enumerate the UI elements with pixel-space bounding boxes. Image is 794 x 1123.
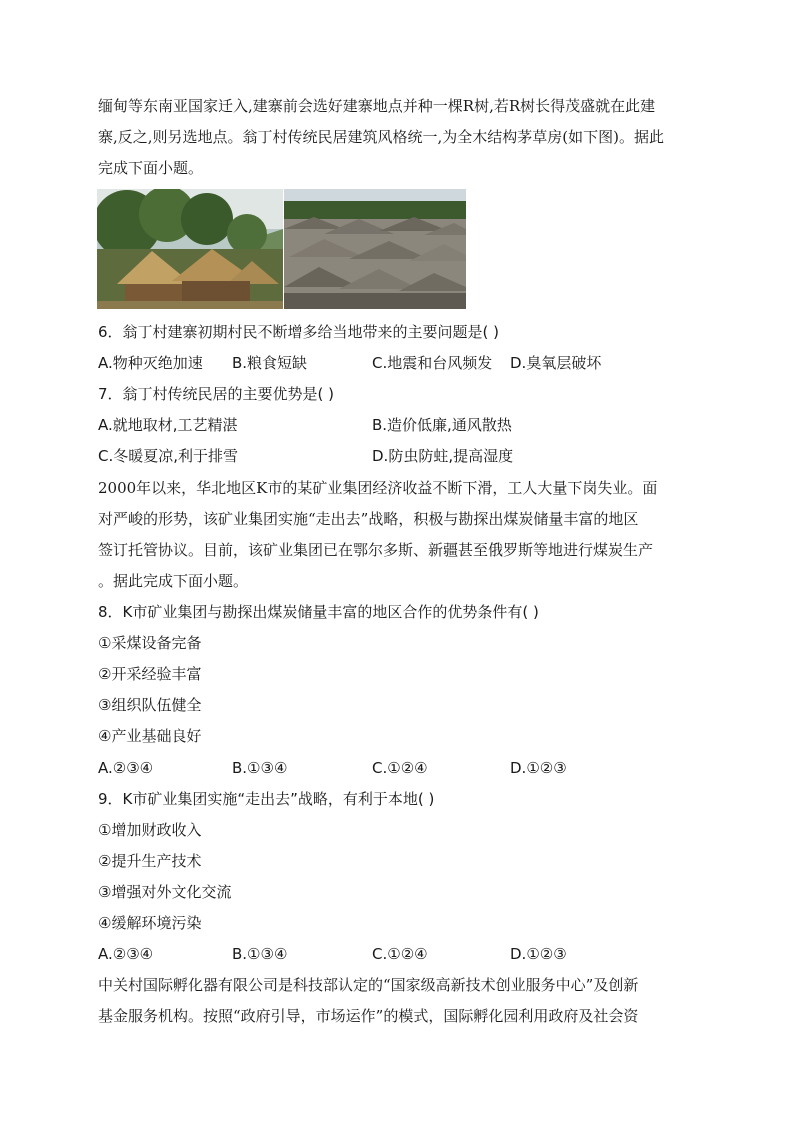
- question-6-stem: 6．翁丁村建寨初期村民不断增多给当地带来的主要问题是( ): [98, 323, 500, 341]
- q9-statement: ②提升生产技术: [98, 852, 202, 870]
- passage-line: 完成下面小题。: [98, 159, 204, 177]
- photo-village-roofs: [284, 189, 466, 309]
- question-9-stem: 9．K市矿业集团实施“走出去”战略，有利于本地( ): [98, 790, 435, 808]
- q8-statement: ④产业基础良好: [98, 727, 202, 745]
- q9-statement: ①增加财政收入: [98, 821, 202, 839]
- photo-thatched-houses: [97, 189, 283, 309]
- q9-statement: ③增强对外文化交流: [98, 883, 232, 901]
- question-8-stem: 8．K市矿业集团与勘探出煤炭储量丰富的地区合作的优势条件有( ): [98, 603, 539, 621]
- q8-option-b[interactable]: B.①③④: [232, 759, 288, 777]
- q6-option-a[interactable]: A.物种灭绝加速: [98, 354, 203, 372]
- q9-option-b[interactable]: B.①③④: [232, 945, 288, 963]
- q8-option-a[interactable]: A.②③④: [98, 759, 154, 777]
- passage-line: 2000年以来，华北地区K市的某矿业集团经济收益不断下滑，工人大量下岗失业。面: [98, 479, 658, 497]
- q8-statement: ③组织队伍健全: [98, 696, 202, 714]
- q9-option-c[interactable]: C.①②④: [372, 945, 428, 963]
- q7-option-a[interactable]: A.就地取材,工艺精湛: [98, 416, 238, 434]
- passage-line: 对严峻的形势，该矿业集团实施“走出去”战略，积极与勘探出煤炭储量丰富的地区: [98, 510, 639, 528]
- question-7-stem: 7．翁丁村传统民居的主要优势是( ): [98, 385, 335, 403]
- q9-statement: ④缓解环境污染: [98, 914, 202, 932]
- q7-option-d[interactable]: D.防虫防蛀,提高湿度: [372, 447, 514, 465]
- q8-statement: ②开采经验丰富: [98, 665, 202, 683]
- passage-line: 寨,反之,则另选地点。翁丁村传统民居建筑风格统一,为全木结构茅草房(如下图)。据此: [98, 128, 665, 146]
- q9-option-d[interactable]: D.①②③: [510, 945, 567, 963]
- passage-line: 。据此完成下面小题。: [98, 572, 249, 590]
- q8-statement: ①采煤设备完备: [98, 634, 202, 652]
- passage-line: 中关村国际孵化器有限公司是科技部认定的“国家级高新技术创业服务中心”及创新: [98, 976, 639, 994]
- q6-option-c[interactable]: C.地震和台风频发: [372, 354, 493, 372]
- passage-line: 签订托管协议。目前，该矿业集团已在鄂尔多斯、新疆甚至俄罗斯等地进行煤炭生产: [98, 541, 654, 559]
- q8-option-c[interactable]: C.①②④: [372, 759, 428, 777]
- q6-option-b[interactable]: B.粮食短缺: [232, 354, 308, 372]
- q6-option-d[interactable]: D.臭氧层破坏: [510, 354, 602, 372]
- q7-option-b[interactable]: B.造价低廉,通风散热: [372, 416, 512, 434]
- q7-option-c[interactable]: C.冬暖夏凉,利于排雪: [98, 447, 239, 465]
- passage-line: 基金服务机构。按照“政府引导，市场运作”的模式，国际孵化园利用政府及社会资: [98, 1007, 639, 1025]
- q9-option-a[interactable]: A.②③④: [98, 945, 154, 963]
- q8-option-d[interactable]: D.①②③: [510, 759, 567, 777]
- passage-line: 缅甸等东南亚国家迁入,建寨前会选好建寨地点并种一棵R树,若R树长得茂盛就在此建: [98, 97, 656, 115]
